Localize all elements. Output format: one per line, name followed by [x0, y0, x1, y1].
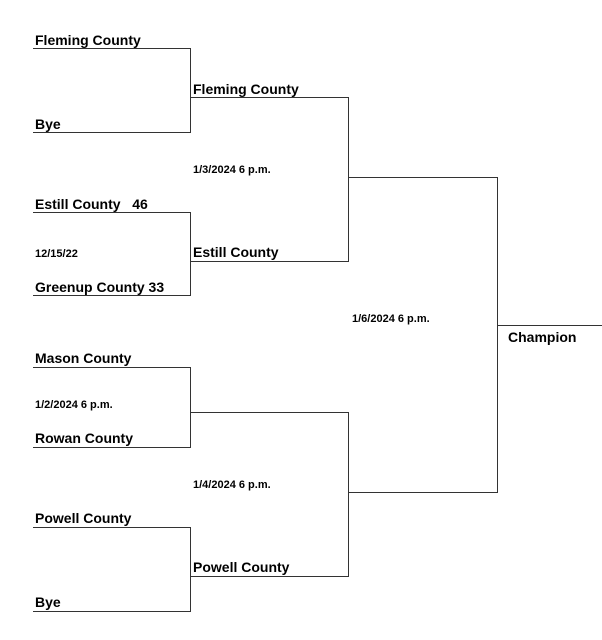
- r1-g3-bottom-line: [33, 447, 191, 448]
- r2-slot4-team: Powell County: [193, 559, 290, 575]
- r1-g1-connector: [190, 48, 191, 133]
- r1-g4-top-team: Powell County: [35, 510, 132, 526]
- final-connector: [497, 177, 498, 493]
- r1-g2-top-team: Estill County 46: [35, 196, 148, 212]
- final-date: 1/6/2024 6 p.m.: [352, 313, 430, 325]
- r1-g3-connector: [190, 367, 191, 448]
- r1-g4-top-line: [33, 527, 191, 528]
- r1-g4-bottom-team: Bye: [35, 594, 61, 610]
- final-bottom-line: [348, 492, 498, 493]
- r1-g1-top-line: [33, 48, 191, 49]
- r1-g1-bottom-team: Bye: [35, 116, 61, 132]
- r2-s3-line: [190, 412, 349, 413]
- r2-slot2-team: Estill County: [193, 244, 279, 260]
- r1-g2-connector: [190, 212, 191, 296]
- semi1-date: 1/3/2024 6 p.m.: [193, 164, 271, 176]
- r1-g3-top-team: Mason County: [35, 350, 132, 366]
- r1-g2-top-line: [33, 212, 191, 213]
- r1-g3-date: 1/2/2024 6 p.m.: [35, 399, 113, 411]
- semi2-date: 1/4/2024 6 p.m.: [193, 479, 271, 491]
- r1-g4-connector: [190, 527, 191, 612]
- r1-g2-date: 12/15/22: [35, 248, 78, 260]
- r2-s1-line: [190, 97, 349, 98]
- r2-semi1-connector: [348, 97, 349, 262]
- r1-g3-bottom-team: Rowan County: [35, 430, 133, 446]
- r1-g1-bottom-line: [33, 132, 191, 133]
- r2-s4-line: [190, 576, 349, 577]
- r2-slot1-team: Fleming County: [193, 81, 299, 97]
- final-top-line: [348, 177, 498, 178]
- r1-g1-top-team: Fleming County: [35, 32, 141, 48]
- champion-line: [497, 325, 602, 326]
- r2-s2-line: [190, 261, 349, 262]
- r1-g3-top-line: [33, 367, 191, 368]
- r2-semi2-connector: [348, 412, 349, 577]
- r1-g2-bottom-line: [33, 295, 191, 296]
- r1-g2-bottom-team: Greenup County 33: [35, 279, 165, 295]
- champion-label: Champion: [508, 329, 577, 345]
- r1-g4-bottom-line: [33, 611, 191, 612]
